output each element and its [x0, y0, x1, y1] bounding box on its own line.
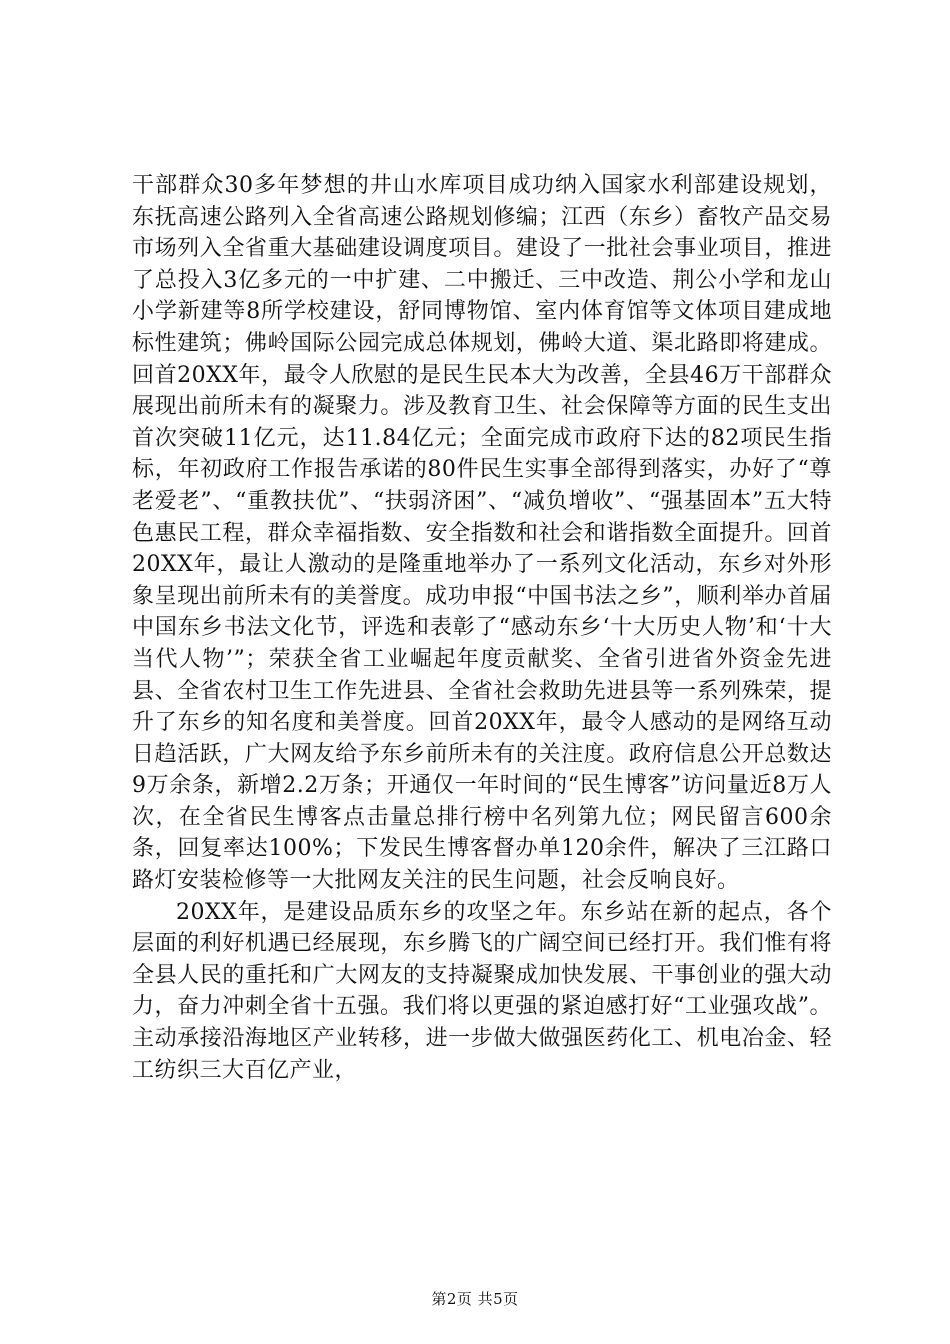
paragraph-1: 干部群众30多年梦想的井山水库项目成功纳入国家水利部建设规划，东抚高速公路列入全省高速公路规划修编；江西（东乡）畜牧产品交易市场列入全省重大基础建设调度项目。建设了一批社会事业项目，推进了总投入3亿多元的一中扩建、二中搬迁、三中改造、荆公小学和龙山小学新建等8所学校建设，舒同博物馆、室内体育馆等文体项目建成地标性建筑；佛岭国际公园完成总体规划，佛岭大道、渠北路即将建成。回首20XX年，最令人欣慰的是民生民本大为改善，全县46万干部群众展现出前所未有的凝聚力。涉及教育卫生、社会保障等方面的民生支出首次突破11亿元，达11.84亿元；全面完成市政府下达的82项民生指标，年初政府工作报告承诺的80件民生实事全部得到落实，办好了“尊老爱老”、“重教扶优”、“扶弱济困”、“减负增收”、“强基固本”五大特色惠民工程，群众幸福指数、安全指数和社会和谐指数全面提升。回首20XX年，最让人激动的是隆重地举办了一系列文化活动，东乡对外形象呈现出前所未有的美誉度。成功申报“中国书法之乡”，顺利举办首届中国东乡书法文化节，评选和表彰了“感动东乡‘十大历史人物’和‘十大当代人物’”；荣获全省工业崛起年度贡献奖、全省引进省外资金先进县、全省农村卫生工作先进县、全省社会救助先进县等一系列殊荣，提升了东乡的知名度和美誉度。回首20XX年，最令人感动的是网络互动日趋活跃，广大网友给予东乡前所未有的关注度。政府信息公开总数达9万余条，新增2.2万条；开通仅一年时间的“民生博客”访问量近8万人次，在全省民生博客点击量总排行榜中名列第九位；网民留言600余条，回复率达100%；下发民生博客督办单120余件，解决了三江路口路灯安装检修等一大批网友关注的民生问题，社会反响良好。 [132, 173, 832, 894]
paragraph-2: 20XX年，是建设品质东乡的攻坚之年。东乡站在新的起点，各个层面的利好机遇已经展现，东乡腾飞的广阔空间已经打开。我们惟有将全县人民的重托和广大网友的支持凝聚成加快发展、干事创业的强大动力，奋力冲刺全省十五强。我们将以更强的紧迫感打好“工业强攻战”。主动承接沿海地区产业转移，进一步做大做强医药化工、机电冶金、轻工纺织三大百亿产业， [132, 899, 832, 1083]
page-number-indicator: 第2页 共5页 [431, 1290, 519, 1308]
page-footer [0, 1288, 950, 1309]
document-body [132, 170, 832, 1086]
